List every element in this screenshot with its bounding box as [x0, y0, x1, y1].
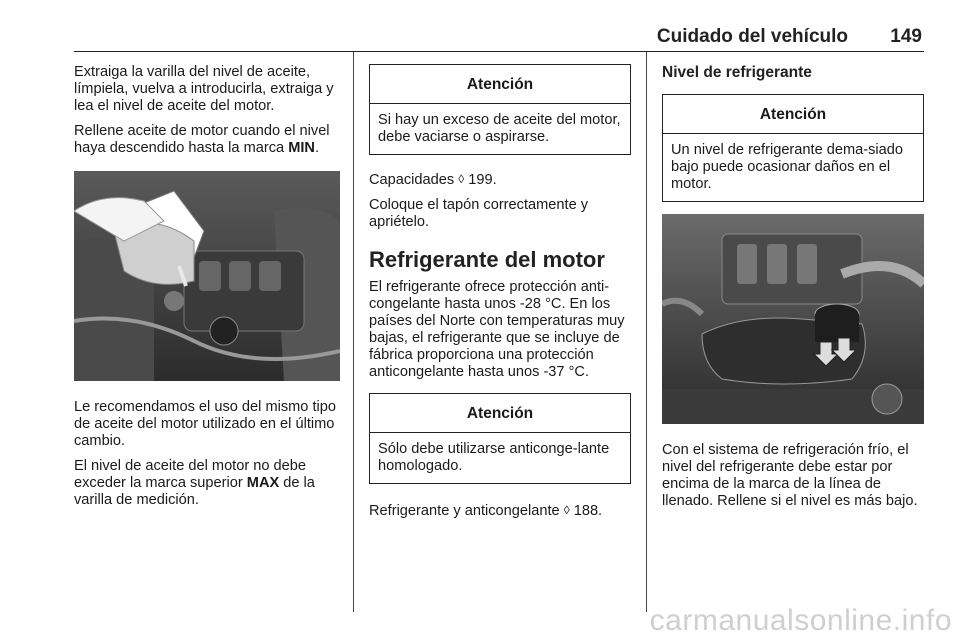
- page-number: 149: [890, 26, 922, 47]
- warning-body: Si hay un exceso de aceite del motor, debe vaciarse o aspirarse.: [378, 112, 621, 145]
- paragraph-dipstick: Extraiga la varilla del nivel de aceite, límpiela, vuelva a introducirla, extraiga y lea el nivel de aceite del motor.: [74, 64, 334, 114]
- refill-end: .: [314, 140, 320, 156]
- capacities-page[interactable]: 199.: [464, 172, 497, 188]
- header-rule: [74, 51, 924, 52]
- subtitle-coolant-level: Nivel de refrigerante: [662, 64, 812, 81]
- paragraph-coolant-level: Con el sistema de refrigeración frío, el nivel del refrigerante debe estar por encima de la marca de la línea de llenado. Rellene si el nivel es más bajo.: [662, 442, 918, 509]
- warning-box-level: [662, 94, 924, 202]
- section-title-coolant: Refrigerante del motor: [369, 247, 605, 272]
- max-mark: MAX: [246, 475, 280, 491]
- max-text: El nivel de aceite del motor no debe exceder la marca superior: [74, 458, 307, 491]
- warning-box-oil: [369, 64, 631, 155]
- reference-arrow-icon: ◊: [458, 172, 465, 186]
- capacities-ref: [369, 171, 631, 189]
- column-3: [662, 64, 924, 518]
- refill-text: Rellene aceite de motor cuando el nivel haya descendido hasta la marca: [74, 123, 330, 156]
- capacities-text: Capacidades: [369, 172, 459, 188]
- warning-body-2: Sólo debe utilizarse anticonge-lante homologado.: [378, 441, 610, 474]
- reference-arrow-icon: ◊: [563, 503, 570, 517]
- paragraph-cap: Coloque el tapón correctamente y apriételo.: [369, 197, 589, 230]
- column-divider-1: [353, 52, 354, 612]
- warning-body-3: Un nivel de refrigerante dema-siado bajo puede ocasionar daños en el motor.: [671, 142, 904, 192]
- engine-oil-photo: [74, 171, 340, 381]
- warning-box-antifreeze: [369, 393, 631, 484]
- warning-head-3: Atención: [663, 95, 923, 134]
- antifreeze-page[interactable]: 188.: [569, 503, 603, 519]
- antifreeze-ref: [369, 502, 631, 520]
- column-2: [369, 64, 631, 528]
- paragraph-recommend: Le recomendamos el uso del mismo tipo de aceite del motor utilizado en el último cambio.: [74, 399, 337, 449]
- header-title: Cuidado del vehículo: [656, 26, 848, 47]
- column-divider-2: [646, 52, 647, 612]
- column-1: [74, 64, 340, 517]
- warning-head: Atención: [370, 65, 630, 104]
- watermark: carmanualsonline.info: [649, 604, 952, 637]
- engine-oil-image: [74, 171, 340, 381]
- paragraph-coolant: El refrigerante ofrece protección anti-congelante hasta unos -28 °C. En los países del Norte con temperaturas muy bajas, el refrigerante que se incluye de fábrica proporciona una protección anticongelante hasta unos -37 °C.: [369, 279, 625, 380]
- page-header: [0, 0, 960, 52]
- min-mark: MIN: [288, 140, 315, 156]
- coolant-reservoir-photo: [662, 214, 924, 424]
- paragraph-refill: [74, 123, 340, 157]
- coolant-reservoir-image: [662, 214, 924, 424]
- warning-head-2: Atención: [370, 394, 630, 433]
- paragraph-max: [74, 458, 340, 509]
- max-end: de la varilla de medición.: [74, 475, 315, 508]
- antifreeze-text: Refrigerante y anticongelante: [369, 503, 564, 519]
